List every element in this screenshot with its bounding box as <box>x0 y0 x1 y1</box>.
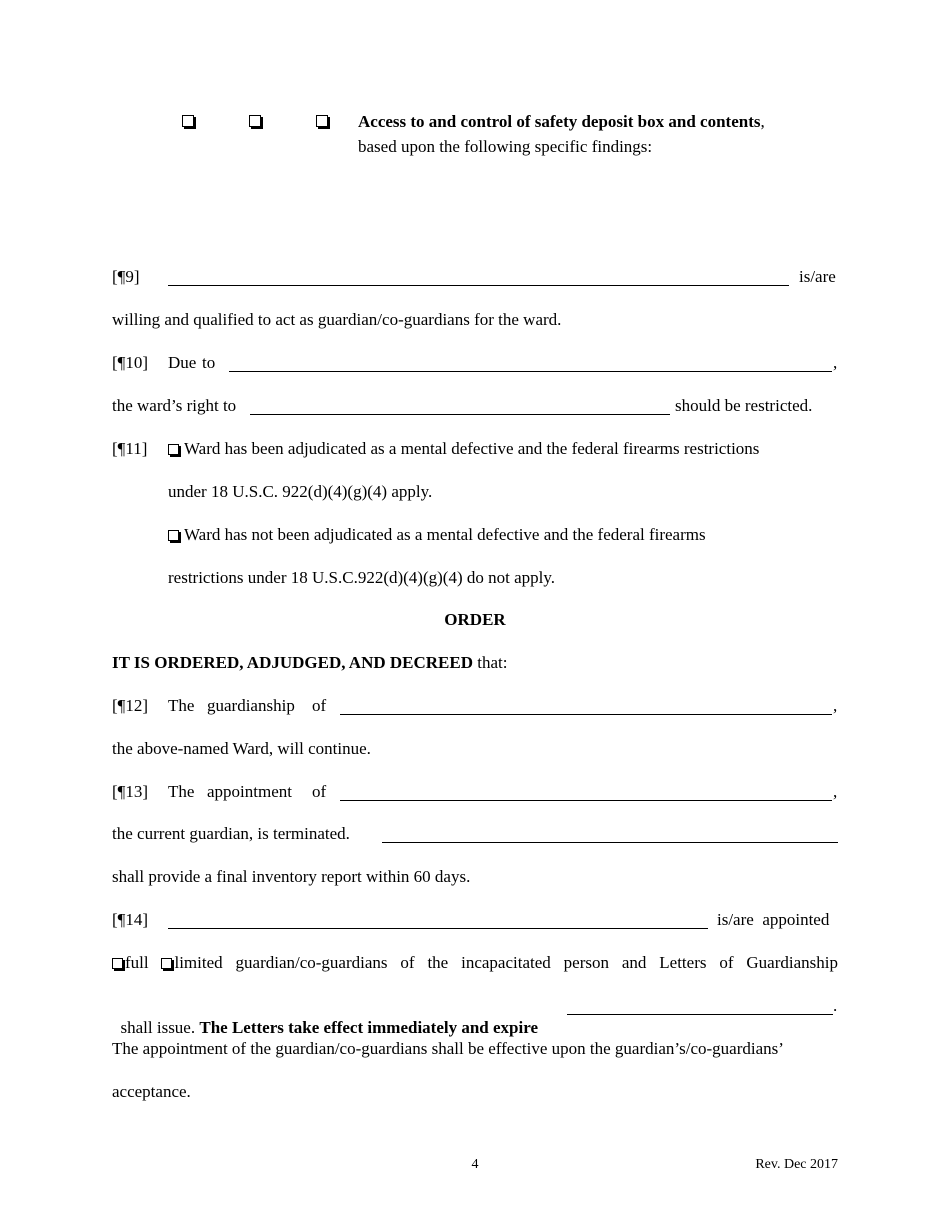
para-10-due: Due <box>168 353 197 372</box>
para-9-line2: willing and qualified to act as guardian/co-guardians for the ward. <box>112 310 562 329</box>
para-11-option-1: Ward has been adjudicated as a mental defective and the federal firearms restrictions <box>168 438 759 460</box>
expire-date-blank[interactable] <box>567 1014 833 1015</box>
para-14-period: . <box>833 996 838 1015</box>
revision-date: Rev. Dec 2017 <box>755 1157 838 1172</box>
para-11-number: [¶11] <box>112 439 148 458</box>
limited-option: limited <box>161 952 222 974</box>
full-option: full <box>112 952 149 974</box>
word: incapacitated <box>461 953 551 972</box>
para-14-line5: acceptance. <box>112 1082 191 1101</box>
para-11-checkbox-1[interactable] <box>168 444 179 455</box>
para-13-the: The <box>168 782 195 801</box>
para-12-line2: the above-named Ward, will continue. <box>112 739 371 758</box>
para-12-blank[interactable] <box>340 714 832 715</box>
para-9-number: [¶9] <box>112 267 140 286</box>
para-13-comma: , <box>833 782 838 801</box>
para-13-of: of <box>312 782 327 801</box>
limited-checkbox[interactable] <box>161 958 172 969</box>
para-10-comma: , <box>833 353 838 372</box>
para-14-number: [¶14] <box>112 910 149 929</box>
para-13-number: [¶13] <box>112 782 149 801</box>
para-10-to: to <box>202 353 216 372</box>
word: of <box>400 953 415 972</box>
order-decree: IT IS ORDERED, ADJUDGED, AND DECREED that: <box>112 653 508 672</box>
para-13-appointment: appointment <box>207 782 292 801</box>
page-number: 4 <box>471 1157 479 1172</box>
para-13-blank-1[interactable] <box>340 800 832 801</box>
full-checkbox[interactable] <box>112 958 123 969</box>
word: Guardianship <box>746 953 838 972</box>
para-11-option-2-cont: restrictions under 18 U.S.C.922(d)(4)(g)(4) do not apply. <box>168 568 555 587</box>
para-12-number: [¶12] <box>112 696 149 715</box>
checkbox-2[interactable] <box>249 115 261 127</box>
para-14-line3: shall issue. The Letters take effect immediately and expire <box>120 1018 539 1037</box>
word: the <box>427 953 449 972</box>
para-12-of: of <box>312 696 327 715</box>
order-heading: ORDER <box>444 610 506 629</box>
para-12-the: The <box>168 696 195 715</box>
safety-deposit-heading: Access to and control of safety deposit box and contents, <box>358 112 765 131</box>
para-13-blank-2[interactable] <box>382 842 838 843</box>
para-14-line4: The appointment of the guardian/co-guardians shall be effective upon the guardian’s/co-guardians’ <box>112 1039 784 1058</box>
checkbox-1[interactable] <box>182 115 194 127</box>
para-9-tail: is/are <box>799 267 836 286</box>
para-10-line2-b: should be restricted. <box>675 396 813 415</box>
para-12-guardianship: guardianship <box>207 696 295 715</box>
word: of <box>719 953 734 972</box>
word: Letters <box>659 953 707 972</box>
checkbox-3[interactable] <box>316 115 328 127</box>
para-13-line2: the current guardian, is terminated. <box>112 824 350 843</box>
word: and <box>621 953 647 972</box>
para-10-blank-2[interactable] <box>250 414 670 415</box>
para-11-option-1-cont: under 18 U.S.C. 922(d)(4)(g)(4) apply. <box>168 482 433 501</box>
para-11-option-2: Ward has not been adjudicated as a mental defective and the federal firearms <box>168 524 706 546</box>
para-14-blank[interactable] <box>168 928 708 929</box>
word: person <box>563 953 609 972</box>
para-14-tail: is/are appointed <box>717 910 830 929</box>
para-11-checkbox-2[interactable] <box>168 530 179 541</box>
para-9-blank[interactable] <box>168 285 789 286</box>
para-12-comma: , <box>833 696 838 715</box>
word: guardian/co-guardians <box>235 953 388 972</box>
para-10-number: [¶10] <box>112 353 149 372</box>
para-14-line2 <box>112 952 838 974</box>
para-13-line3: shall provide a final inventory report within 60 days. <box>112 867 471 886</box>
safety-deposit-subtext: based upon the following specific findings: <box>358 137 653 156</box>
para-10-line2-a: the ward’s right to <box>112 396 237 415</box>
para-10-blank-1[interactable] <box>229 371 832 372</box>
